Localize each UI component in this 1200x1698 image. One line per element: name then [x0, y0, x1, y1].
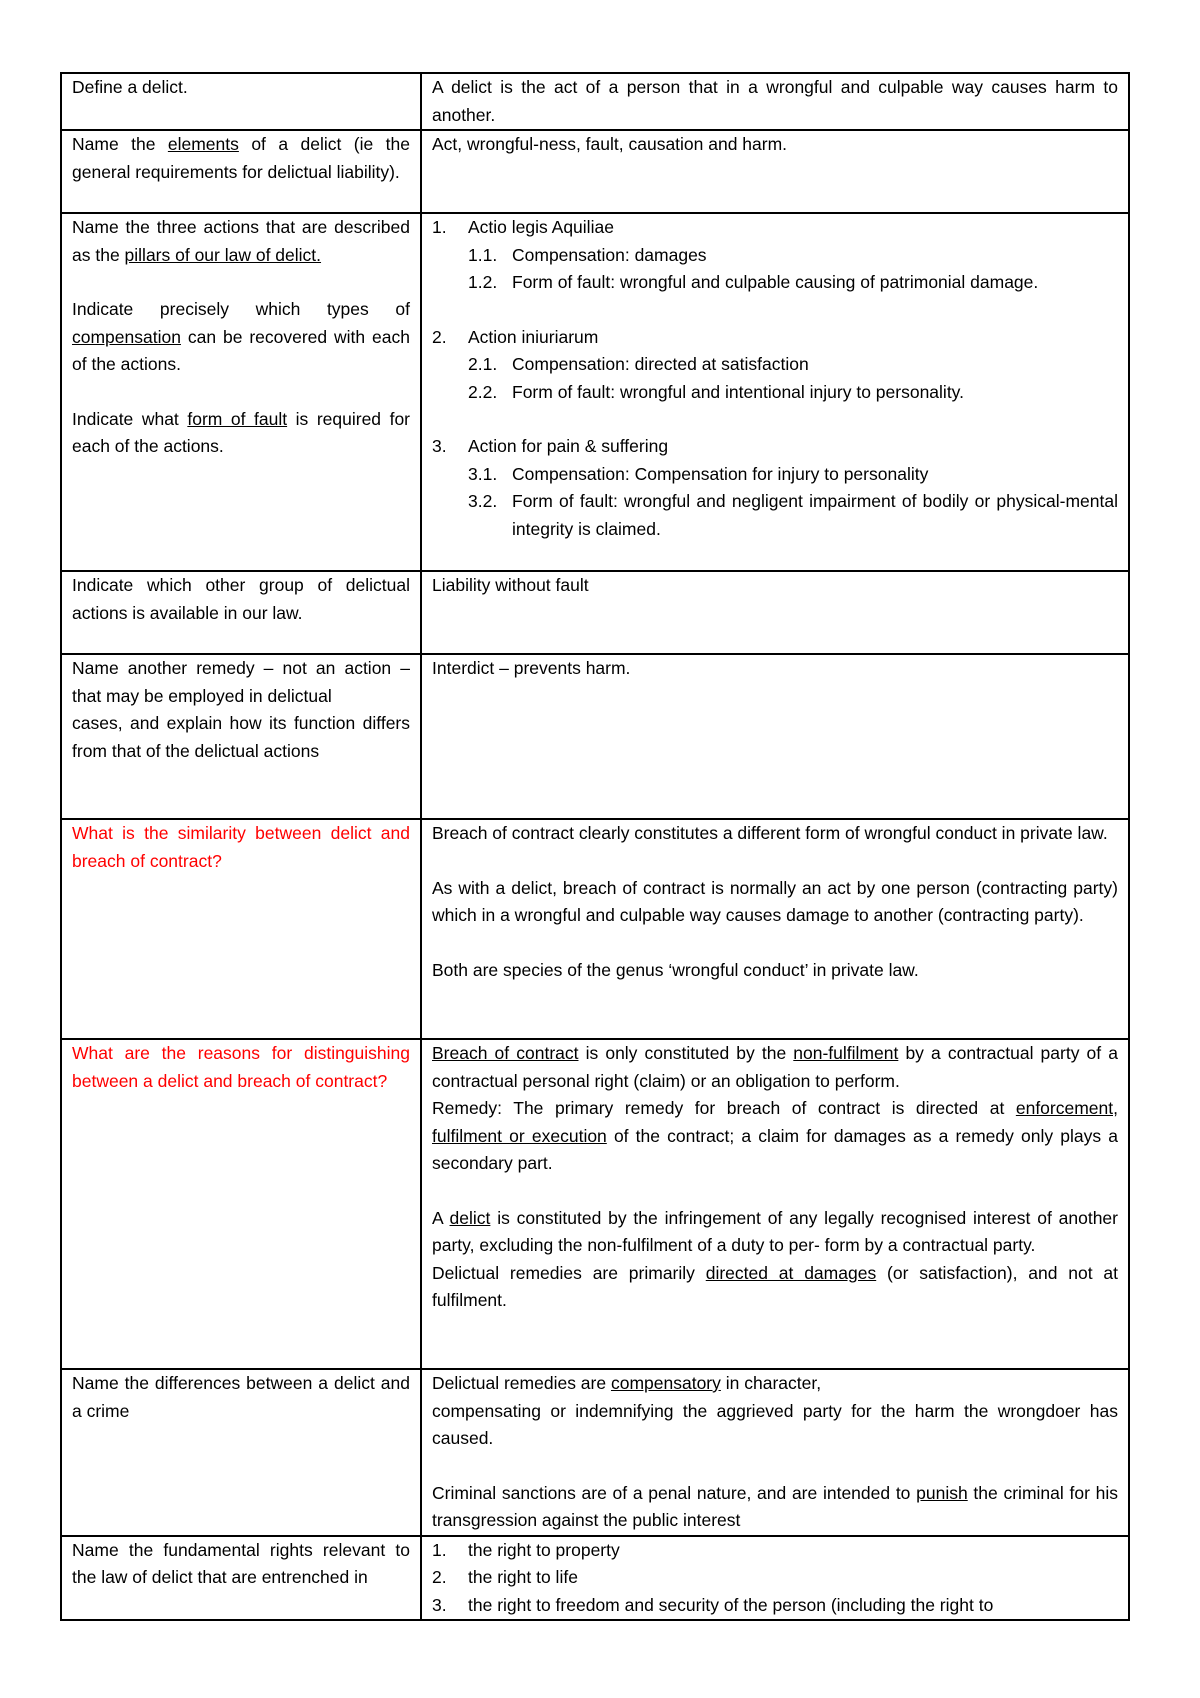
answer-cell	[421, 819, 1129, 1039]
answer-paragraph: Delictual remedies are compensatory in character,	[432, 1373, 822, 1393]
sub-list-item: 1.2. Form of fault: wrongful and culpable causing of patrimonial damage.	[468, 272, 1039, 292]
question-text: Name the fundamental rights relevant to the law of delict that are entrenched in	[72, 1539, 410, 1587]
answer-paragraph: A delict is constituted by the infringement of any legally recognised interest of another party, excluding the non-fulfilment of a duty to per- form by a contractual party.	[432, 1207, 1118, 1255]
question-cell	[61, 571, 421, 654]
table-row	[61, 1039, 1129, 1369]
table-row	[61, 213, 1129, 571]
answer-cell	[421, 1039, 1129, 1369]
qa-table	[60, 72, 1130, 1621]
question-text: Name the	[72, 134, 168, 154]
question-text: Name another remedy – not an action – that may be employed in delictual	[72, 658, 410, 706]
question-text: cases, and explain how its function differs from that of the delictual actions	[72, 713, 410, 761]
question-cell	[61, 654, 421, 819]
answer-underlined-term: directed at damages	[705, 1262, 877, 1283]
question-text: What are the reasons for distinguishing between a delict and breach of contract?	[72, 1043, 410, 1091]
answer-underlined-term: Breach of contract	[432, 1043, 579, 1063]
answer-paragraph: Remedy: The primary remedy for breach of contract is directed at enforcement, fulfilment or execution of the contract; a claim for damages as a remedy only plays a secondary part.	[432, 1098, 1118, 1173]
list-item: 2. Action iniuriarum	[432, 326, 599, 347]
table-row	[61, 571, 1129, 654]
answer-cell	[421, 73, 1129, 130]
answer-underlined-term: delict	[449, 1207, 491, 1228]
question-text: Define a delict.	[72, 77, 188, 97]
answer-cell	[421, 130, 1129, 213]
question-text: Name the differences between a delict and a crime	[72, 1373, 410, 1421]
answer-cell	[421, 654, 1129, 819]
answer-text: Interdict – prevents harm.	[432, 658, 631, 678]
sub-list-item: 2.2. Form of fault: wrongful and intentional injury to personality.	[468, 381, 964, 402]
question-text: What is the similarity between delict and breach of contract?	[72, 823, 410, 871]
table-row	[61, 654, 1129, 819]
list-item: 3. the right to freedom and security of the person (including the right to	[432, 1594, 994, 1615]
table-row	[61, 1369, 1129, 1536]
answer-text: A delict is the act of a person that in a wrongful and culpable way causes harm to another.	[432, 77, 1118, 125]
question-underlined-term: pillars of our law of delict.	[124, 244, 322, 265]
question-cell	[61, 1369, 421, 1536]
answer-cell	[421, 571, 1129, 654]
answer-paragraph: As with a delict, breach of contract is normally an act by one person (contracting party) which in a wrongful and culpable way causes damage to another (contracting party).	[432, 877, 1118, 925]
table-row	[61, 130, 1129, 213]
list-item: 3. Action for pain & suffering	[432, 436, 669, 456]
question-underlined-term: form of fault	[187, 408, 288, 429]
answer-paragraph: Delictual remedies are primarily directed at damages (or satisfaction), and not at fulfilment.	[432, 1262, 1118, 1310]
question-cell	[61, 819, 421, 1039]
list-item: 1. Actio legis Aquiliae	[432, 217, 614, 237]
question-underlined-term: compensation	[72, 326, 181, 347]
answer-cell	[421, 213, 1129, 571]
sub-list-item: 3.1. Compensation: Compensation for injury to personality	[468, 463, 929, 484]
answer-paragraph: Both are species of the genus ‘wrongful conduct’ in private law.	[432, 959, 919, 980]
question-underlined-term: elements	[167, 134, 239, 154]
question-cell	[61, 1536, 421, 1621]
sub-list-item: 1.1. Compensation: damages	[468, 244, 707, 265]
question-paragraph: Name the three actions that are described as the pillars of our law of delict.	[72, 217, 410, 265]
answer-text: Act, wrongful-ness, fault, causation and harm.	[432, 134, 788, 154]
answer-paragraph: Breach of contract clearly constitutes a different form of wrongful conduct in private law.	[432, 823, 1108, 843]
question-cell	[61, 1039, 421, 1369]
answer-cell	[421, 1369, 1129, 1536]
answer-underlined-term: punish	[916, 1482, 968, 1503]
question-cell	[61, 213, 421, 571]
table-row	[61, 73, 1129, 130]
answer-paragraph: Breach of contract is only constituted by the non-fulfilment by a contractual party of a contractual personal right (claim) or an obligation to perform.	[432, 1043, 1118, 1091]
sub-list-item: 2.1. Compensation: directed at satisfaction	[468, 354, 809, 374]
list-item: 2. the right to life	[432, 1567, 578, 1587]
question-cell	[61, 73, 421, 130]
answer-paragraph: Criminal sanctions are of a penal nature, and are intended to punish the criminal for his transgression against the public interest	[432, 1482, 1118, 1530]
list-item: 1. the right to property	[432, 1539, 620, 1560]
answer-cell	[421, 1536, 1129, 1621]
answer-text: Liability without fault	[432, 575, 589, 595]
question-text: Indicate which other group of delictual actions is available in our law.	[72, 575, 410, 623]
table-row	[61, 1536, 1129, 1621]
sub-list-item: 3.2. Form of fault: wrongful and negligent impairment of bodily or physical-mental integrity is claimed.	[468, 491, 1118, 539]
answer-underlined-term: compensatory	[610, 1373, 721, 1393]
answer-paragraph: compensating or indemnifying the aggrieved party for the harm the wrongdoer has caused.	[432, 1400, 1118, 1448]
answer-underlined-term: non-fulfilment	[793, 1043, 899, 1063]
question-paragraph: Indicate precisely which types of compensation can be recovered with each of the actions.	[72, 299, 410, 374]
question-cell	[61, 130, 421, 213]
table-row	[61, 819, 1129, 1039]
question-text: of a delict (ie the general requirements for delictual liability).	[72, 134, 410, 182]
question-paragraph: Indicate what form of fault is required for each of the actions.	[72, 408, 410, 456]
answer-underlined-term: enforcement, fulfilment or execution	[432, 1098, 1118, 1146]
